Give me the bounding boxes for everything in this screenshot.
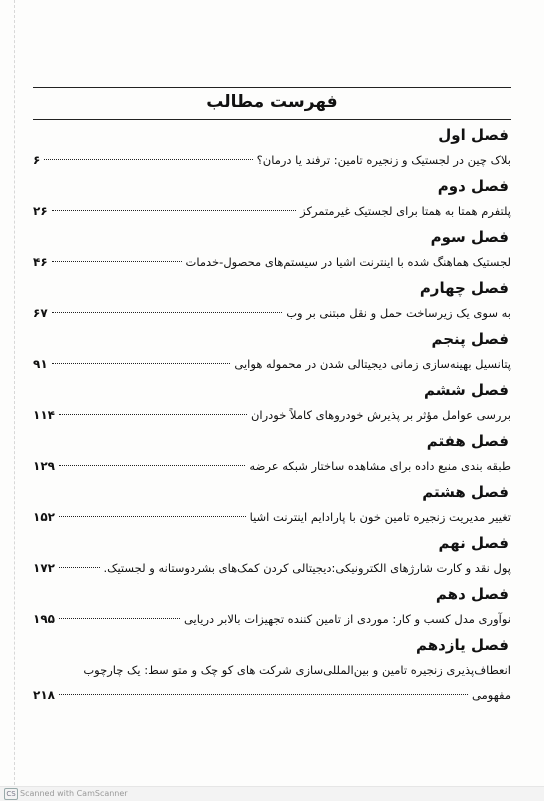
dot-leader — [52, 210, 296, 211]
entry-title: لجستیک هماهنگ شده با اینترنت اشیا در سیستم‌های محصول-خدمات — [185, 255, 511, 269]
chapter-heading: فصل چهارم — [419, 279, 509, 297]
page-number: ۲۶ — [33, 204, 48, 218]
dot-leader — [59, 618, 180, 619]
dot-leader — [59, 414, 247, 415]
chapter-heading: فصل دهم — [435, 585, 509, 603]
toc-entry — [33, 658, 511, 708]
toc-chapter — [33, 581, 511, 632]
scanner-footer — [0, 786, 544, 801]
page-number: ۱۷۲ — [33, 561, 55, 575]
toc-chapter — [33, 479, 511, 530]
chapter-heading: فصل پنجم — [431, 330, 509, 348]
toc-chapter — [33, 224, 511, 275]
toc-chapter — [33, 326, 511, 377]
toc-chapter — [33, 122, 511, 173]
dot-leader — [52, 312, 283, 313]
entry-title: انعطاف‌پذیری زنجیره تامین و بین‌المللی‌سازی شرکت های کو چک و متو سط: یک چارچوب — [83, 663, 511, 677]
toc-entry — [33, 199, 511, 224]
entry-title: به سوی یک زیرساخت حمل و نقل مبتنی بر وب — [286, 306, 511, 320]
entry-title: طبقه بندی منبع داده برای مشاهده ساختار شبکه عرضه — [249, 459, 511, 473]
toc-chapter — [33, 173, 511, 224]
entry-title-continued — [33, 683, 511, 708]
toc-chapter — [33, 275, 511, 326]
title-top-rule — [33, 87, 511, 88]
entry-title: پول نقد و کارت شارژهای الکترونیکی:دیجیتالی کردن کمک‌های بشردوستانه و لجستیک. — [103, 561, 511, 575]
toc-chapter — [33, 428, 511, 479]
toc-title: فهرست مطالب — [206, 92, 338, 112]
page-number: ۶۷ — [33, 306, 48, 320]
chapter-heading: فصل هشتم — [422, 483, 509, 501]
scanner-watermark-text: Scanned with CamScanner — [20, 789, 128, 798]
entry-title: پلتفرم همتا به همتا برای لجستیک غیرمتمرکز — [300, 204, 511, 218]
entry-title: پتانسیل بهینه‌سازی زمانی دیجیتالی شدن در محموله هوایی — [234, 357, 511, 371]
page-edge-line — [14, 0, 16, 785]
dot-leader — [59, 465, 245, 466]
page-number: ۱۱۴ — [33, 408, 55, 422]
table-of-contents — [33, 122, 511, 708]
chapter-heading: فصل یازدهم — [416, 636, 509, 654]
page-number: ۱۹۵ — [33, 612, 55, 626]
title-bottom-rule — [33, 119, 511, 120]
dot-leader — [59, 694, 468, 695]
dot-leader — [52, 261, 182, 262]
toc-chapter — [33, 377, 511, 428]
toc-entry — [33, 607, 511, 632]
chapter-heading: فصل سوم — [430, 228, 509, 246]
chapter-heading: فصل هفتم — [426, 432, 509, 450]
page-number: ۱۲۹ — [33, 459, 55, 473]
toc-entry — [33, 301, 511, 326]
entry-title: نوآوری مدل کسب و کار: موردی از تامین کننده تجهیزات بالابر دریایی — [183, 612, 511, 626]
toc-entry — [33, 403, 511, 428]
dot-leader — [59, 567, 100, 568]
entry-title: بلاک چین در لجستیک و زنجیره تامین: ترفند یا درمان؟ — [256, 153, 511, 167]
camscanner-logo-icon: CS — [4, 788, 18, 800]
toc-entry — [33, 148, 511, 173]
toc-entry — [33, 505, 511, 530]
entry-title: تغییر مدیریت زنجیره تامین خون با پارادایم اینترنت اشیا — [249, 510, 511, 524]
toc-chapter — [33, 530, 511, 581]
toc-entry — [33, 352, 511, 377]
page-number: ۹۱ — [33, 357, 48, 371]
dot-leader — [44, 159, 252, 160]
toc-entry — [33, 556, 511, 581]
toc-entry — [33, 250, 511, 275]
page-number: ۶ — [33, 153, 41, 167]
chapter-heading: فصل دوم — [437, 177, 509, 195]
toc-entry — [33, 454, 511, 479]
dot-leader — [59, 516, 246, 517]
chapter-heading: فصل اول — [438, 126, 509, 144]
toc-chapter — [33, 632, 511, 708]
entry-title: بررسی عوامل مؤثر بر پذیرش خودروهای کاملاً خودران — [250, 408, 511, 422]
chapter-heading: فصل نهم — [438, 534, 509, 552]
entry-title: مفهومی — [472, 688, 511, 702]
page-number: ۴۶ — [33, 255, 48, 269]
page-number: ۱۵۲ — [33, 510, 55, 524]
dot-leader — [52, 363, 231, 364]
page-number: ۲۱۸ — [33, 688, 55, 702]
chapter-heading: فصل ششم — [424, 381, 509, 399]
